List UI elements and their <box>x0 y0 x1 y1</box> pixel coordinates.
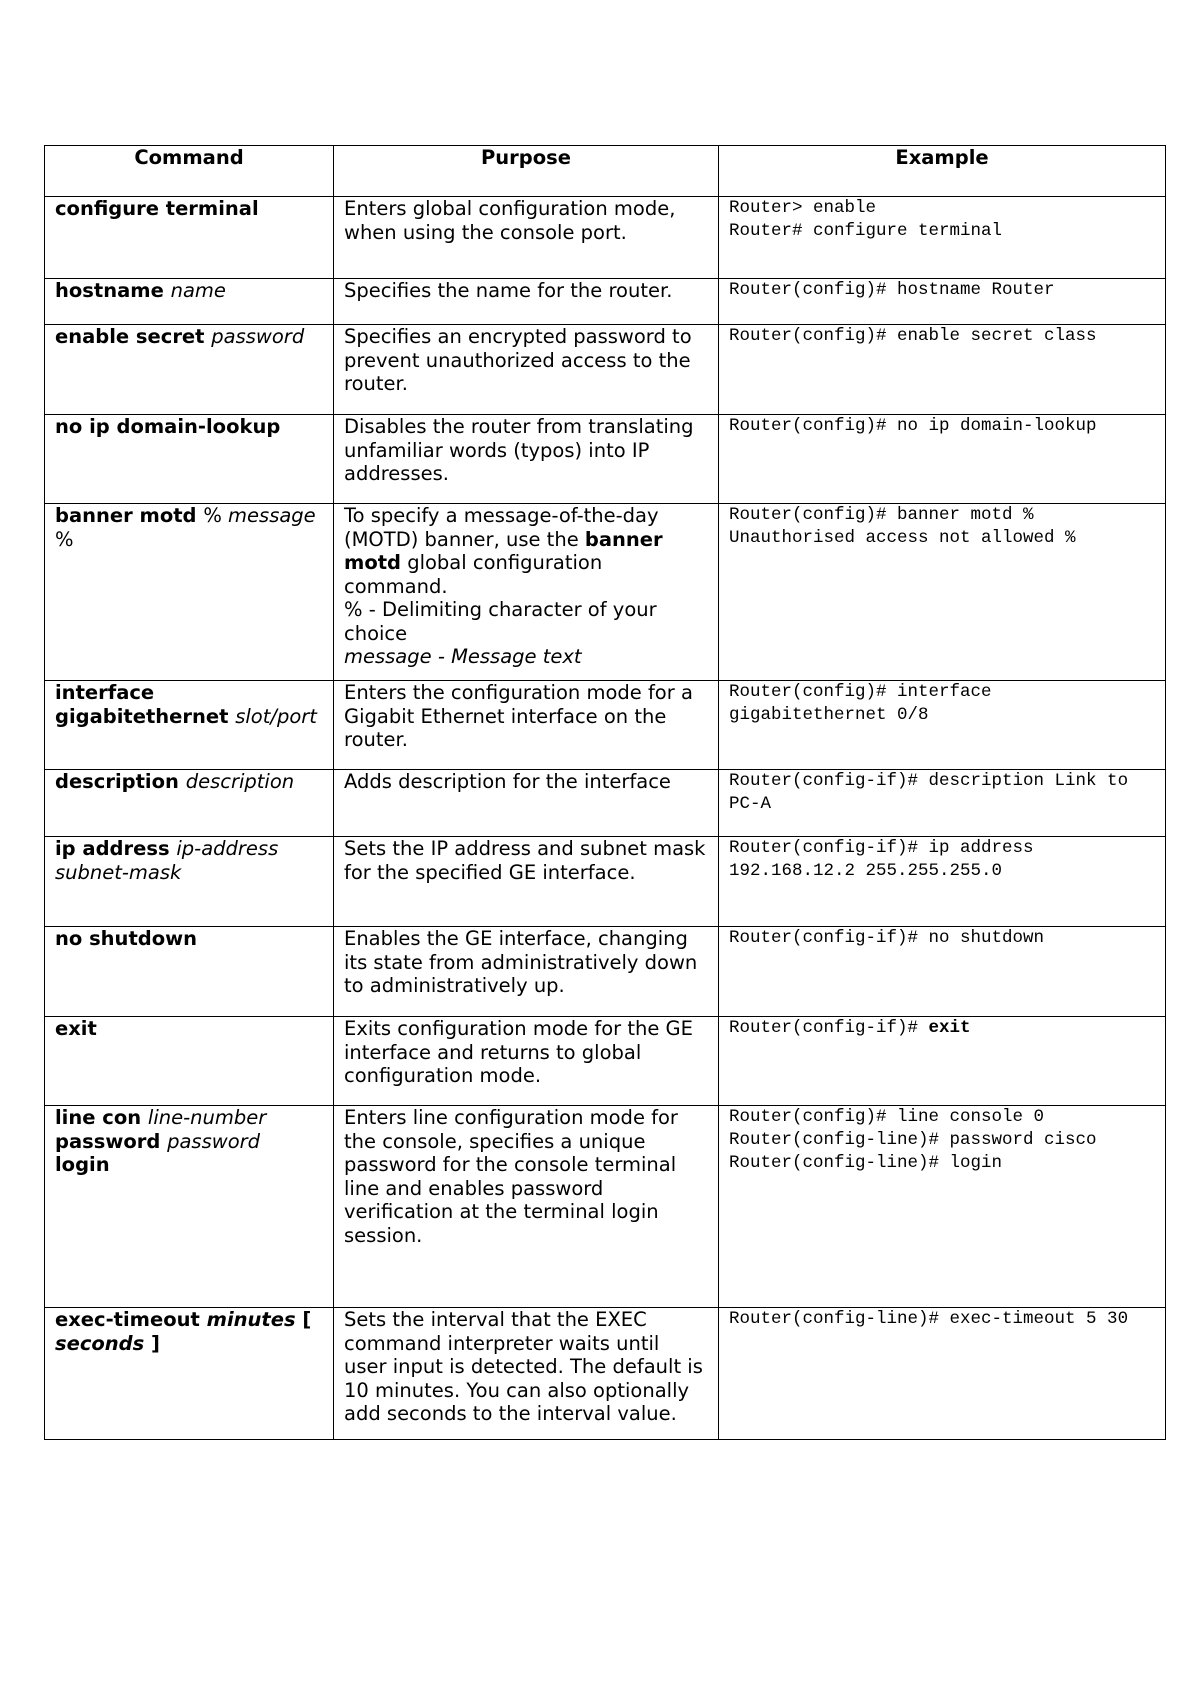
command-cell <box>45 770 334 837</box>
command-line <box>55 1153 323 1177</box>
text-segment: ip address <box>55 837 177 860</box>
text-segment: no ip domain-lookup <box>55 415 281 438</box>
example-line: Router(config-line)# exec-timeout 5 30 <box>729 1309 1129 1329</box>
table-row <box>45 279 1166 325</box>
table-body <box>45 197 1166 1440</box>
text-segment: login <box>55 1153 110 1176</box>
text-segment: exit <box>928 1018 971 1038</box>
command-cell <box>45 681 334 770</box>
text-segment: name <box>170 279 226 302</box>
table-row <box>45 1106 1166 1308</box>
purpose-cell <box>334 197 719 279</box>
command-cell <box>45 1308 334 1440</box>
example-line: Router> enable <box>729 198 877 218</box>
purpose-cell <box>334 1017 719 1106</box>
text-segment: interface gigabitethernet <box>55 681 236 728</box>
purpose-cell <box>334 681 719 770</box>
purpose-cell <box>334 1106 719 1308</box>
purpose-text: Enables the GE interface, changing its state from administratively down to administratively up. <box>344 927 698 997</box>
text-segment: global configuration command. <box>344 551 603 598</box>
purpose-cell <box>334 325 719 415</box>
example-cell <box>719 1106 1166 1308</box>
table-row <box>45 1308 1166 1440</box>
table-row <box>45 1017 1166 1106</box>
text-segment: configure terminal <box>55 197 259 220</box>
command-reference-table <box>44 145 1166 1440</box>
purpose-cell <box>334 837 719 927</box>
text-segment: Router(config-if)# <box>729 1018 929 1038</box>
purpose-cell <box>334 927 719 1017</box>
example-cell <box>719 770 1166 837</box>
command-cell <box>45 927 334 1017</box>
text-segment: banner motd <box>344 527 663 574</box>
table-row <box>45 837 1166 927</box>
text-segment: message - Message text <box>344 645 582 668</box>
example-cell <box>719 504 1166 681</box>
example-line: Router(config-if)# no shutdown <box>729 928 1045 948</box>
example-line: Router(config-if)# description Link to PC-A <box>729 771 1139 814</box>
text-segment: banner motd <box>55 504 204 527</box>
text-segment: seconds <box>55 1331 145 1355</box>
command-cell <box>45 837 334 927</box>
purpose-text: Enters global configuration mode, when using the console port. <box>344 197 676 244</box>
header-example: Example <box>719 146 1166 197</box>
text-segment: [ <box>295 1308 312 1331</box>
command-cell <box>45 1017 334 1106</box>
command-cell <box>45 1106 334 1308</box>
text-segment: hostname <box>55 279 171 302</box>
table-row <box>45 504 1166 681</box>
text-segment: password <box>211 325 305 348</box>
example-line: Router(config)# line console 0 <box>729 1107 1045 1127</box>
example-cell <box>719 279 1166 325</box>
command-cell <box>45 279 334 325</box>
example-line: Router# configure terminal <box>729 221 1003 241</box>
purpose-text: Adds description for the interface <box>344 770 671 793</box>
example-line: Router(config-line)# password cisco <box>729 1130 1097 1150</box>
purpose-cell <box>334 415 719 504</box>
text-segment: % <box>203 504 229 527</box>
example-line: Router(config)# hostname Router <box>729 280 1055 300</box>
text-segment: To specify a message-of-the-day (MOTD) banner, use the <box>344 504 659 551</box>
purpose-text: Disables the router from translating unfamiliar words (typos) into IP addresses. <box>344 415 694 485</box>
table-row <box>45 927 1166 1017</box>
example-cell <box>719 837 1166 927</box>
purpose-cell <box>334 1308 719 1440</box>
example-cell <box>719 1308 1166 1440</box>
example-cell <box>719 197 1166 279</box>
text-segment: ] <box>144 1331 160 1355</box>
header-purpose: Purpose <box>334 146 719 197</box>
text-segment: no shutdown <box>55 927 198 950</box>
text-segment: description <box>185 770 295 793</box>
text-segment: exit <box>55 1017 97 1040</box>
purpose-line <box>344 504 708 598</box>
table-row <box>45 415 1166 504</box>
text-segment: % <box>55 527 74 551</box>
header-command: Command <box>45 146 334 197</box>
text-segment: enable secret <box>55 325 212 348</box>
table-header-row <box>45 146 1166 197</box>
purpose-cell <box>334 770 719 837</box>
example-line: Router(config)# enable secret class <box>729 326 1097 346</box>
text-segment: line-number <box>147 1106 267 1129</box>
example-cell <box>719 681 1166 770</box>
text-segment: exec-timeout <box>55 1308 207 1331</box>
table-row <box>45 770 1166 837</box>
purpose-line <box>344 598 708 645</box>
example-cell <box>719 927 1166 1017</box>
purpose-text: Sets the interval that the EXEC command interpreter waits until user input is detected. The default is 10 minutes. You can also optionally add seconds to the interval value. <box>344 1308 703 1425</box>
command-line <box>55 1130 323 1154</box>
command-cell <box>45 197 334 279</box>
text-segment: minutes <box>206 1308 296 1331</box>
example-line: Router(config-if)# ip address 192.168.12.2 255.255.255.0 <box>729 838 1045 881</box>
command-cell <box>45 325 334 415</box>
table-row <box>45 197 1166 279</box>
text-segment: slot/port <box>235 704 317 728</box>
command-cell <box>45 504 334 681</box>
example-line: Router(config)# no ip domain-lookup <box>729 416 1097 436</box>
purpose-text: Exits configuration mode for the GE interface and returns to global configuration mode. <box>344 1017 693 1087</box>
purpose-cell <box>334 279 719 325</box>
command-line <box>55 1106 323 1130</box>
table-row <box>45 681 1166 770</box>
purpose-line <box>344 645 708 669</box>
purpose-cell <box>334 504 719 681</box>
text-segment: ip-address subnet-mask <box>55 837 279 884</box>
purpose-text: Enters the configuration mode for a Gigabit Ethernet interface on the router. <box>344 681 693 751</box>
table-row <box>45 325 1166 415</box>
command-cell <box>45 415 334 504</box>
example-line <box>729 1017 1155 1040</box>
purpose-text: Specifies the name for the router. <box>344 279 673 302</box>
example-cell <box>719 1017 1166 1106</box>
example-cell <box>719 325 1166 415</box>
example-line: Router(config)# banner motd % Unauthorised access not allowed % <box>729 505 1076 548</box>
text-segment: password <box>167 1129 261 1153</box>
text-segment: description <box>55 770 186 793</box>
example-line: Router(config-line)# login <box>729 1153 1003 1173</box>
purpose-text: Specifies an encrypted password to prevent unauthorized access to the router. <box>344 325 692 395</box>
text-segment: message <box>228 504 316 527</box>
purpose-text: Enters line configuration mode for the console, specifies a unique password for the console terminal line and enables password verification at the terminal login session. <box>344 1106 678 1247</box>
example-cell <box>719 415 1166 504</box>
example-line: Router(config)# interface gigabitethernet 0/8 <box>729 682 1003 725</box>
purpose-text: Sets the IP address and subnet mask for the specified GE interface. <box>344 837 706 884</box>
text-segment: % - Delimiting character of your choice <box>344 598 657 645</box>
text-segment: password <box>55 1129 168 1153</box>
text-segment: line con <box>55 1106 148 1129</box>
